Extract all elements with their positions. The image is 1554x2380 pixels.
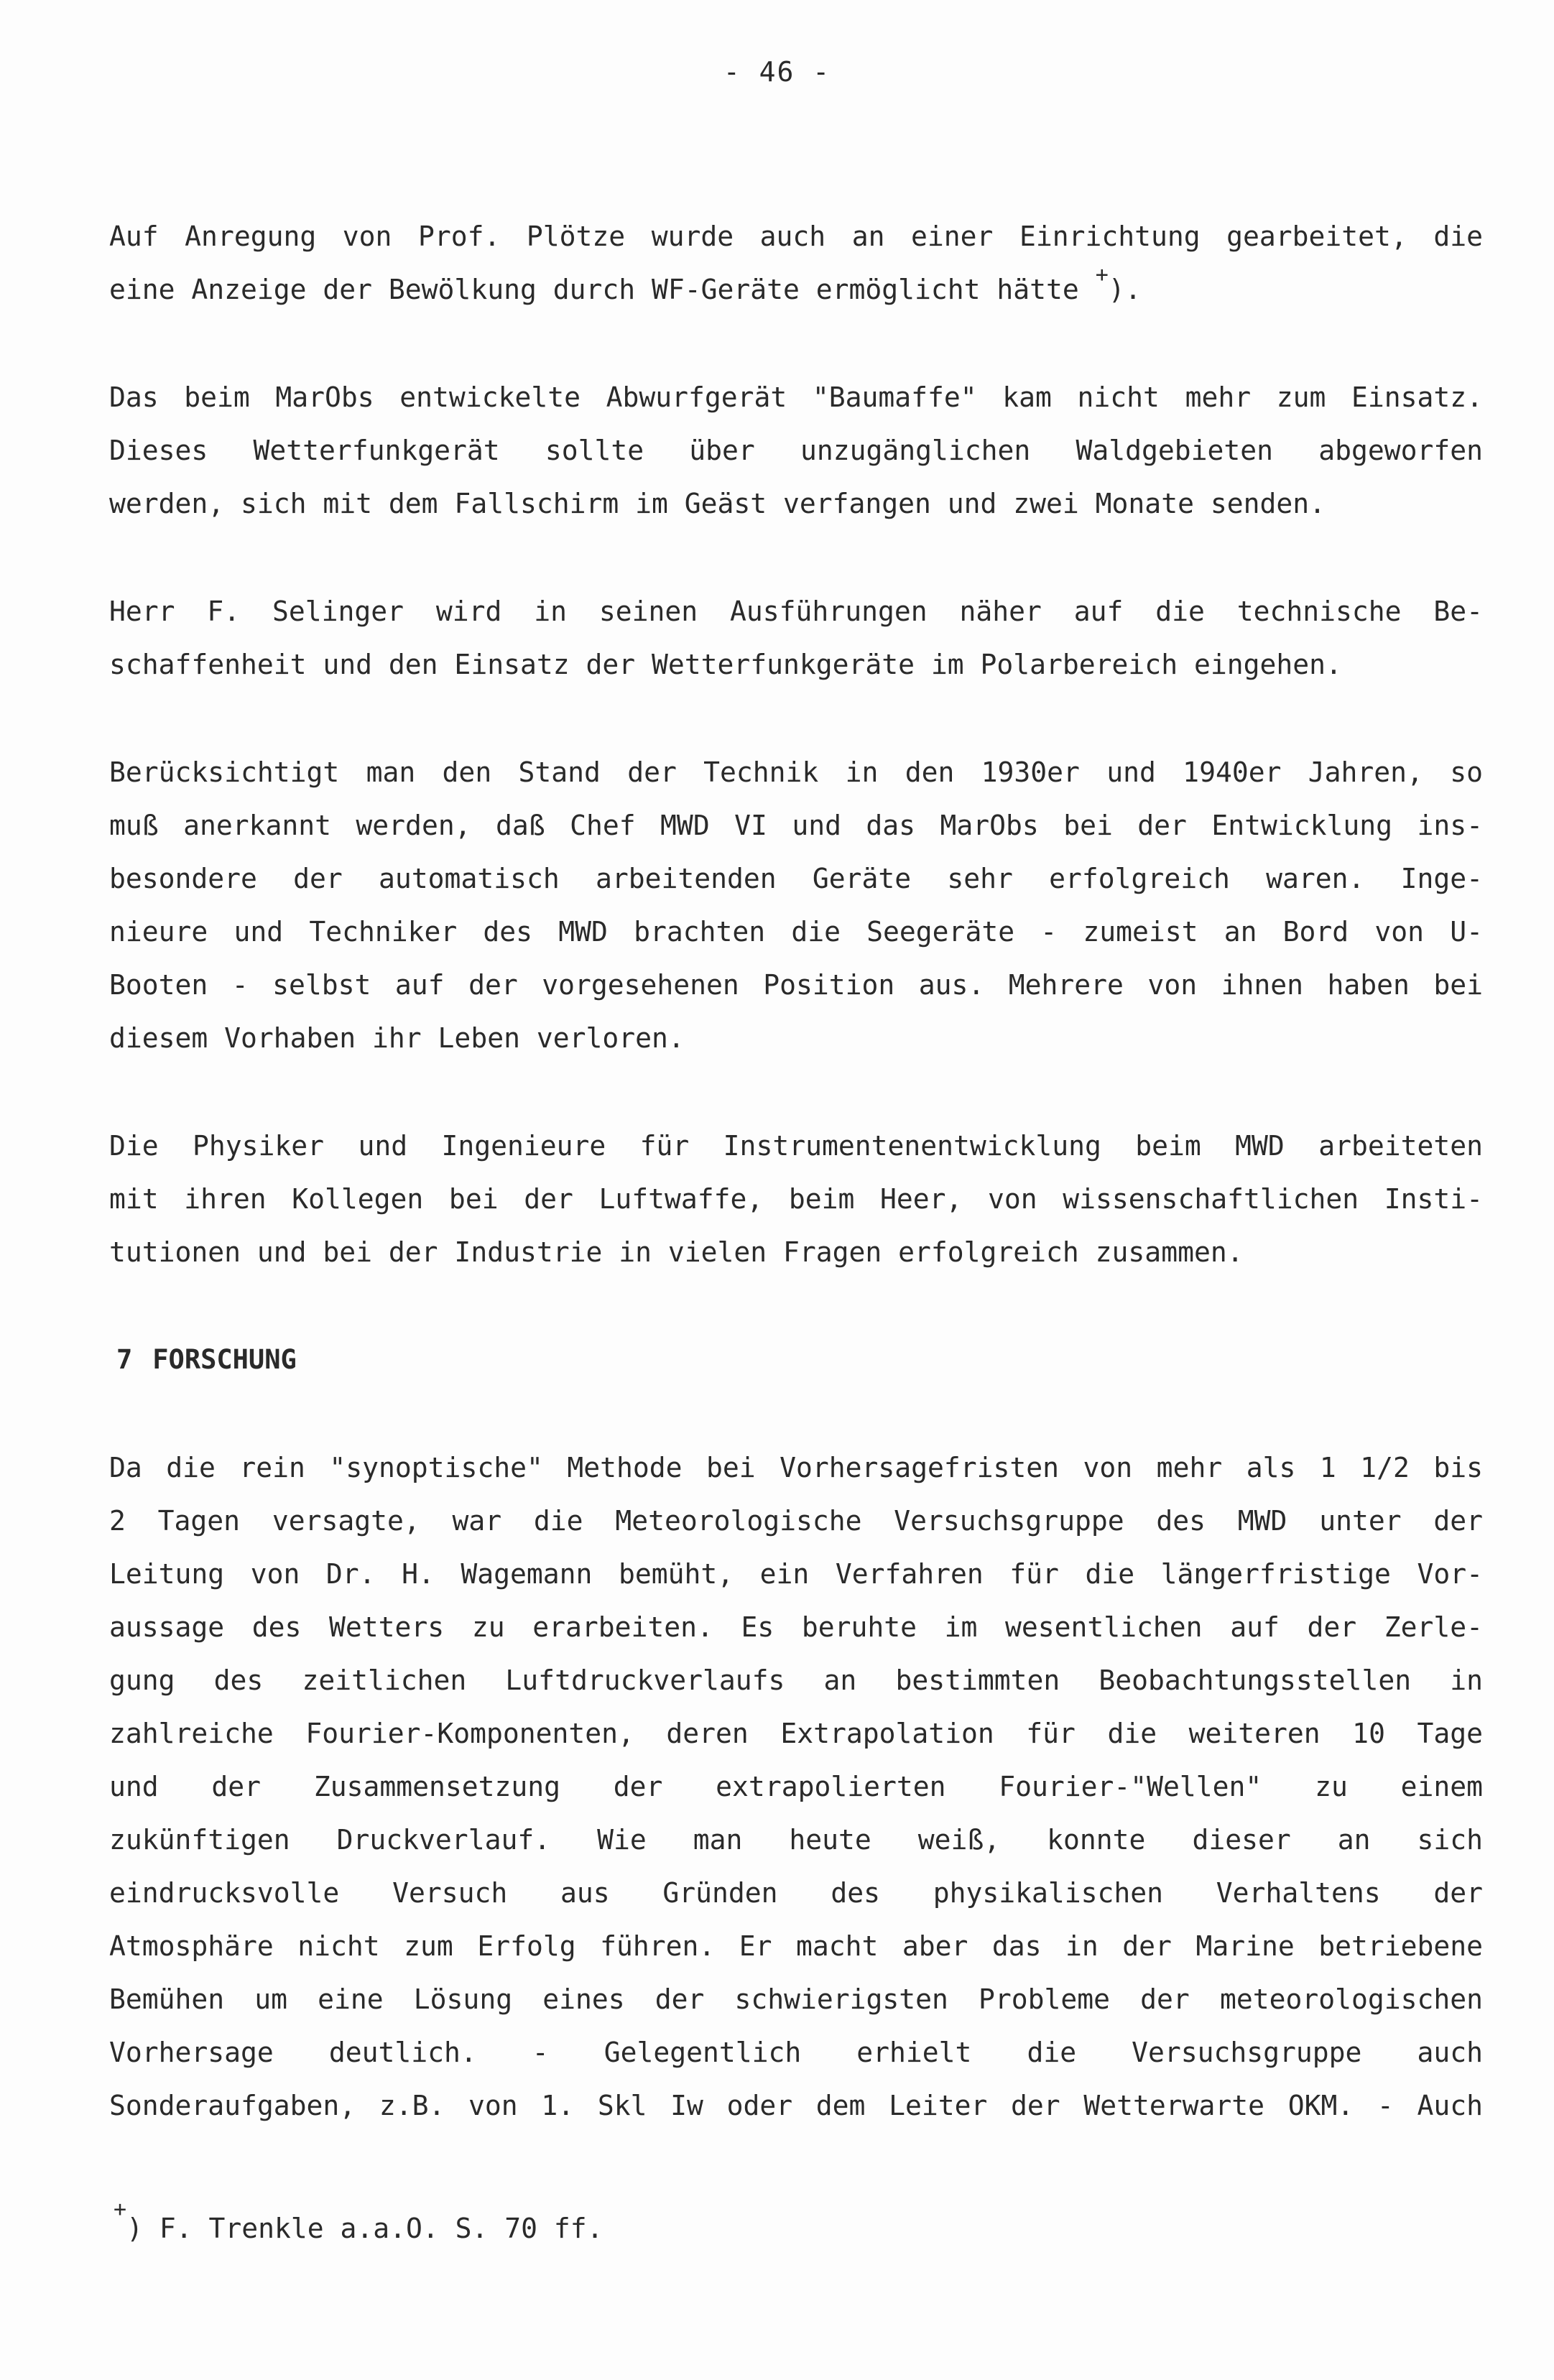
text-line-content: eine Anzeige der Bewölkung durch WF-Geräte ermöglicht hätte bbox=[109, 274, 1079, 305]
text-line: nieure und Techniker des MWD brachten die Seegeräte - zumeist an Bord von U- bbox=[109, 916, 1483, 948]
text-line: Die Physiker und Ingenieure für Instrumentenentwicklung beim MWD arbeiteten bbox=[109, 1130, 1483, 1162]
text-line: Vorhersage deutlich. - Gelegentlich erhielt die Versuchsgruppe auch bbox=[109, 2037, 1483, 2068]
text-line: Bemühen um eine Lösung eines der schwierigsten Probleme der meteorologischen bbox=[109, 1983, 1483, 2015]
paragraph-1 bbox=[109, 210, 1483, 316]
footnote-reference-mark: + bbox=[1095, 262, 1109, 287]
footnote-reference-tail: ). bbox=[1108, 274, 1142, 305]
text-line: 2 Tagen versagte, war die Meteorologische Versuchsgruppe des MWD unter der bbox=[109, 1505, 1483, 1537]
text-line: und der Zusammensetzung der extrapolierten Fourier-"Wellen" zu einem bbox=[109, 1771, 1483, 1802]
paragraph-2 bbox=[109, 371, 1483, 530]
section-heading bbox=[116, 1333, 1483, 1386]
paragraph-4 bbox=[109, 746, 1483, 1065]
page-number: - 46 - bbox=[723, 56, 831, 88]
text-line: werden, sich mit dem Fallschirm im Geäst verfangen und zwei Monate senden. bbox=[109, 488, 1326, 519]
text-line: Da die rein "synoptische" Methode bei Vorhersagefristen von mehr als 1 1/2 bis bbox=[109, 1452, 1483, 1483]
text-line: schaffenheit und den Einsatz der Wetterfunkgeräte im Polarbereich eingehen. bbox=[109, 649, 1342, 680]
section-number: 7 bbox=[116, 1344, 133, 1375]
text-line: Auf Anregung von Prof. Plötze wurde auch an einer Einrichtung gearbeitet, die bbox=[109, 221, 1483, 252]
text-line: tutionen und bei der Industrie in vielen Fragen erfolgreich zusammen. bbox=[109, 1236, 1244, 1268]
footnote bbox=[114, 2197, 603, 2244]
text-line: Atmosphäre nicht zum Erfolg führen. Er macht aber das in der Marine betriebene bbox=[109, 1930, 1483, 1962]
text-line bbox=[109, 263, 1483, 316]
text-line: Dieses Wetterfunkgerät sollte über unzugänglichen Waldgebieten abgeworfen bbox=[109, 435, 1483, 466]
text-line: gung des zeitlichen Luftdruckverlaufs an bestimmten Beobachtungsstellen in bbox=[109, 1664, 1483, 1696]
text-line: Herr F. Selinger wird in seinen Ausführungen näher auf die technische Be- bbox=[109, 596, 1483, 627]
text-line: diesem Vorhaben ihr Leben verloren. bbox=[109, 1022, 685, 1054]
text-line: Das beim MarObs entwickelte Abwurfgerät "Baumaffe" kam nicht mehr zum Einsatz. bbox=[109, 381, 1483, 413]
text-line: Sonderaufgaben, z.B. von 1. Skl Iw oder dem Leiter der Wetterwarte OKM. - Auch bbox=[109, 2090, 1483, 2121]
text-line: muß anerkannt werden, daß Chef MWD VI und das MarObs bei der Entwicklung ins- bbox=[109, 810, 1483, 841]
text-line: Leitung von Dr. H. Wagemann bemüht, ein Verfahren für die längerfristige Vor- bbox=[109, 1558, 1483, 1590]
text-line: mit ihren Kollegen bei der Luftwaffe, beim Heer, von wissenschaftlichen Insti- bbox=[109, 1183, 1483, 1215]
text-line: aussage des Wetters zu erarbeiten. Es beruhte im wesentlichen auf der Zerle- bbox=[109, 1611, 1483, 1643]
text-line: besondere der automatisch arbeitenden Geräte sehr erfolgreich waren. Inge- bbox=[109, 863, 1483, 894]
section-paragraph bbox=[109, 1441, 1483, 2132]
text-line: Booten - selbst auf der vorgesehenen Position aus. Mehrere von ihnen haben bei bbox=[109, 969, 1483, 1001]
text-line: Berücksichtigt man den Stand der Technik in den 1930er und 1940er Jahren, so bbox=[109, 756, 1483, 788]
section-title: FORSCHUNG bbox=[152, 1344, 297, 1375]
footnote-mark: + bbox=[114, 2197, 127, 2222]
paragraph-5 bbox=[109, 1119, 1483, 1279]
text-line: zukünftigen Druckverlauf. Wie man heute weiß, konnte dieser an sich bbox=[109, 1824, 1483, 1856]
body-text bbox=[109, 210, 1483, 2187]
text-line: zahlreiche Fourier-Komponenten, deren Extrapolation für die weiteren 10 Tage bbox=[109, 1718, 1483, 1749]
footnote-text: ) F. Trenkle a.a.O. S. 70 ff. bbox=[126, 2213, 603, 2244]
paragraph-3 bbox=[109, 585, 1483, 691]
text-line: eindrucksvolle Versuch aus Gründen des physikalischen Verhaltens der bbox=[109, 1877, 1483, 1909]
